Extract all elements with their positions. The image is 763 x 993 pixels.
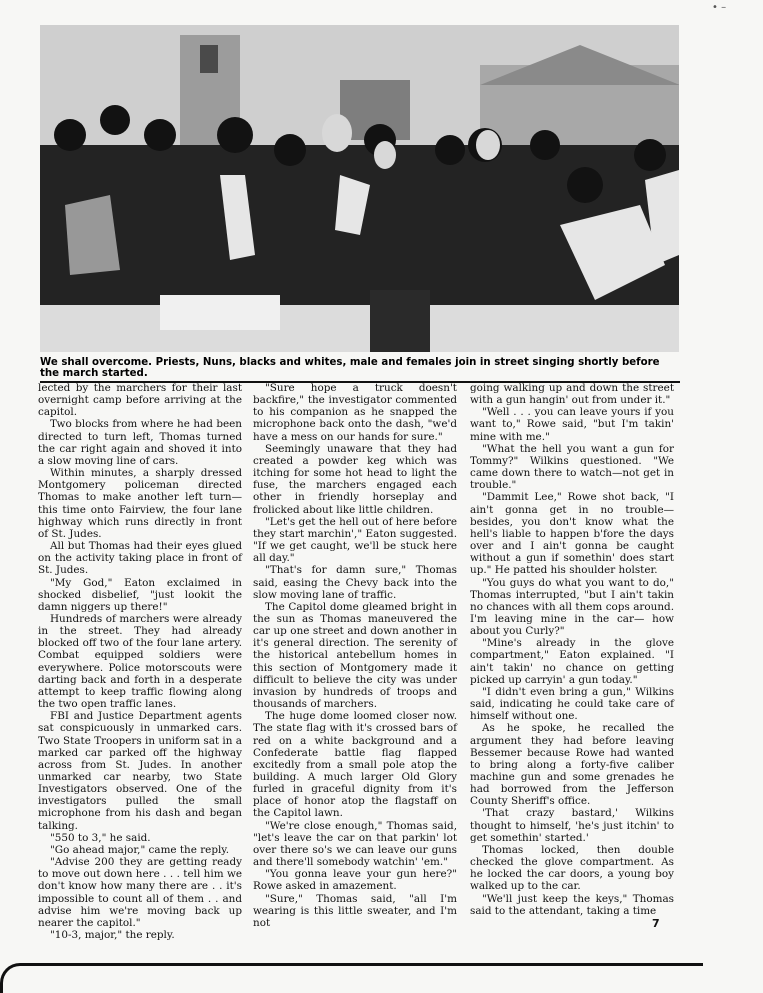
photo-caption: We shall overcome. Priests, Nuns, blacks and whites, male and females join in street singing shortly before the march started. (40, 357, 660, 379)
paragraph: "What the hell you want a gun for Tommy?" Wilkins questioned. "We came down there to watch—not get in trouble." (470, 442, 674, 492)
corner-mark: • – (712, 2, 727, 13)
paragraph: The Capitol dome gleamed bright in the sun as Thomas maneuvered the car up one street and down another in it's general direction. The serenity of the historical antebellum homes in this section of Montgomery made it difficult to believe the city was under invasion by hundreds of troops and thousands of marchers. (253, 600, 457, 711)
crowd-photo (40, 25, 679, 352)
text-column-3 (470, 382, 674, 917)
paragraph: "Advise 200 they are getting ready to move out down here . . . tell him we don't know how many there are . . it's impossible to count all of them . . and advise him we're moving back up nearer the capitol." (38, 856, 242, 929)
paragraph: Two blocks from where he had been directed to turn left, Thomas turned the car right again and shoved it into a slow moving line of cars. (38, 418, 242, 467)
paragraph: "We'll just keep the keys," Thomas said to the attendant, taking a time (470, 892, 674, 917)
paragraph: "My God," Eaton exclaimed in shocked disbelief, "just lookit the damn niggers up there!" (38, 576, 242, 613)
paragraph: 'That crazy bastard,' Wilkins thought to himself, 'he's just itchin' to get somethin' started.' (470, 807, 674, 844)
paragraph: "550 to 3," he said. (50, 831, 151, 844)
paragraph: Hundreds of marchers were already in the street. They had already blocked off two of the four lane artery. Combat equipped soldiers were everywhere. Police motorscouts were darting back and forth in a desperate attempt to keep traffic flowing along the two open traffic lanes. (38, 612, 242, 711)
text-column-2 (253, 382, 457, 929)
paragraph: Seemingly unaware that they had created a powder keg which was itching for some hot head to light the fuse, the marchers engaged each other in friendly horseplay and frolicked about like little children. (253, 442, 457, 516)
paragraph: "We're close enough," Thomas said, "let's leave the car on that parkin' lot over there so's we can leave our guns and there'll somebody watchin' 'em." (253, 819, 457, 869)
paragraph: "Go ahead major," came the reply. (50, 843, 230, 856)
paragraph: FBI and Justice Department agents sat conspicuously in unmarked cars. Two State Troopers in uniform sat in a marked car parked off the highway across from St. Judes. In another unmarked car nearby, two State Investigators observed. One of the investigators pulled the small microphone from his dash and began talking. (38, 710, 242, 832)
paragraph: Thomas locked, then double checked the glove compartment. As he locked the car doors, a young boy walked up to the car. (470, 843, 674, 893)
paragraph: going walking up and down the street with a gun hangin' out from under it." (470, 382, 674, 407)
page-number: 7 (652, 917, 660, 930)
paragraph: "I didn't even bring a gun," Wilkins said, indicating he could take care of himself without one. (470, 685, 674, 723)
paragraph: "You guys do what you want to do," Thomas interrupted, "but I ain't takin no chances with all them cops around. I'm leaving mine in the car— how about you Curly?" (470, 576, 674, 638)
paragraph: "Well . . . you can leave yours if you want to," Rowe said, "but I'm takin' mine with me." (470, 406, 674, 443)
page-bottom-border (0, 963, 703, 993)
text-column-1 (38, 382, 242, 941)
paragraph: As he spoke, he recalled the argument they had before leaving Bessemer because Rowe had wanted to bring along a forty-five caliber machine gun and some grenades he had borrowed from the Jefferson County Sheriff's office. (470, 722, 674, 808)
paragraph: "Sure," Thomas said, "all I'm wearing is this little sweater, and I'm not (253, 892, 457, 929)
paragraph: The huge dome loomed closer now. The state flag with it's crossed bars of red on a white background and a Confederate battle flag flapped excitedly from a small pole atop the building. A much larger Old Glory furled in graceful dignity from it's place of honor atop the flagstaff on the Capitol lawn. (253, 710, 457, 820)
paragraph: "10-3, major," the reply. (50, 929, 175, 942)
paragraph: All but Thomas had their eyes glued on the activity taking place in front of St. Judes. (38, 540, 242, 577)
crowd-photo-illustration (40, 25, 679, 352)
paragraph: "Mine's already in the glove compartment," Eaton explained. "I ain't takin' no chance on getting picked up carryin' a gun today." (470, 637, 674, 686)
paragraph: lected by the marchers for their last overnight camp before arriving at the capitol. (38, 382, 242, 419)
paragraph: "Let's get the hell out of here before they start marchin'," Eaton suggested. "If we get caught, we'll be stuck here all day." (253, 515, 457, 565)
paragraph: "Dammit Lee," Rowe shot back, "I ain't gonna get in no trouble— besides, you don't know what the hell's liable to happen b'fore the days over and I ain't gonna be caught without a gun if somethin' does start up." He patted his shoulder holster. (470, 491, 674, 577)
paragraph: "You gonna leave your gun here?" Rowe asked in amazement. (253, 868, 457, 893)
paragraph: Within minutes, a sharply dressed Montgomery policeman directed Thomas to make another left turn— this time onto Fairview, the four lane highway which runs directly in front of St. Judes. (38, 467, 242, 540)
paragraph: "Sure hope a truck doesn't backfire," the investigator commented to his companion as he snapped the microphone back onto the dash, "we'd have a mess on our hands for sure." (253, 382, 457, 443)
paragraph: "That's for damn sure," Thomas said, easing the Chevy back into the slow moving lane of traffic. (253, 564, 457, 601)
